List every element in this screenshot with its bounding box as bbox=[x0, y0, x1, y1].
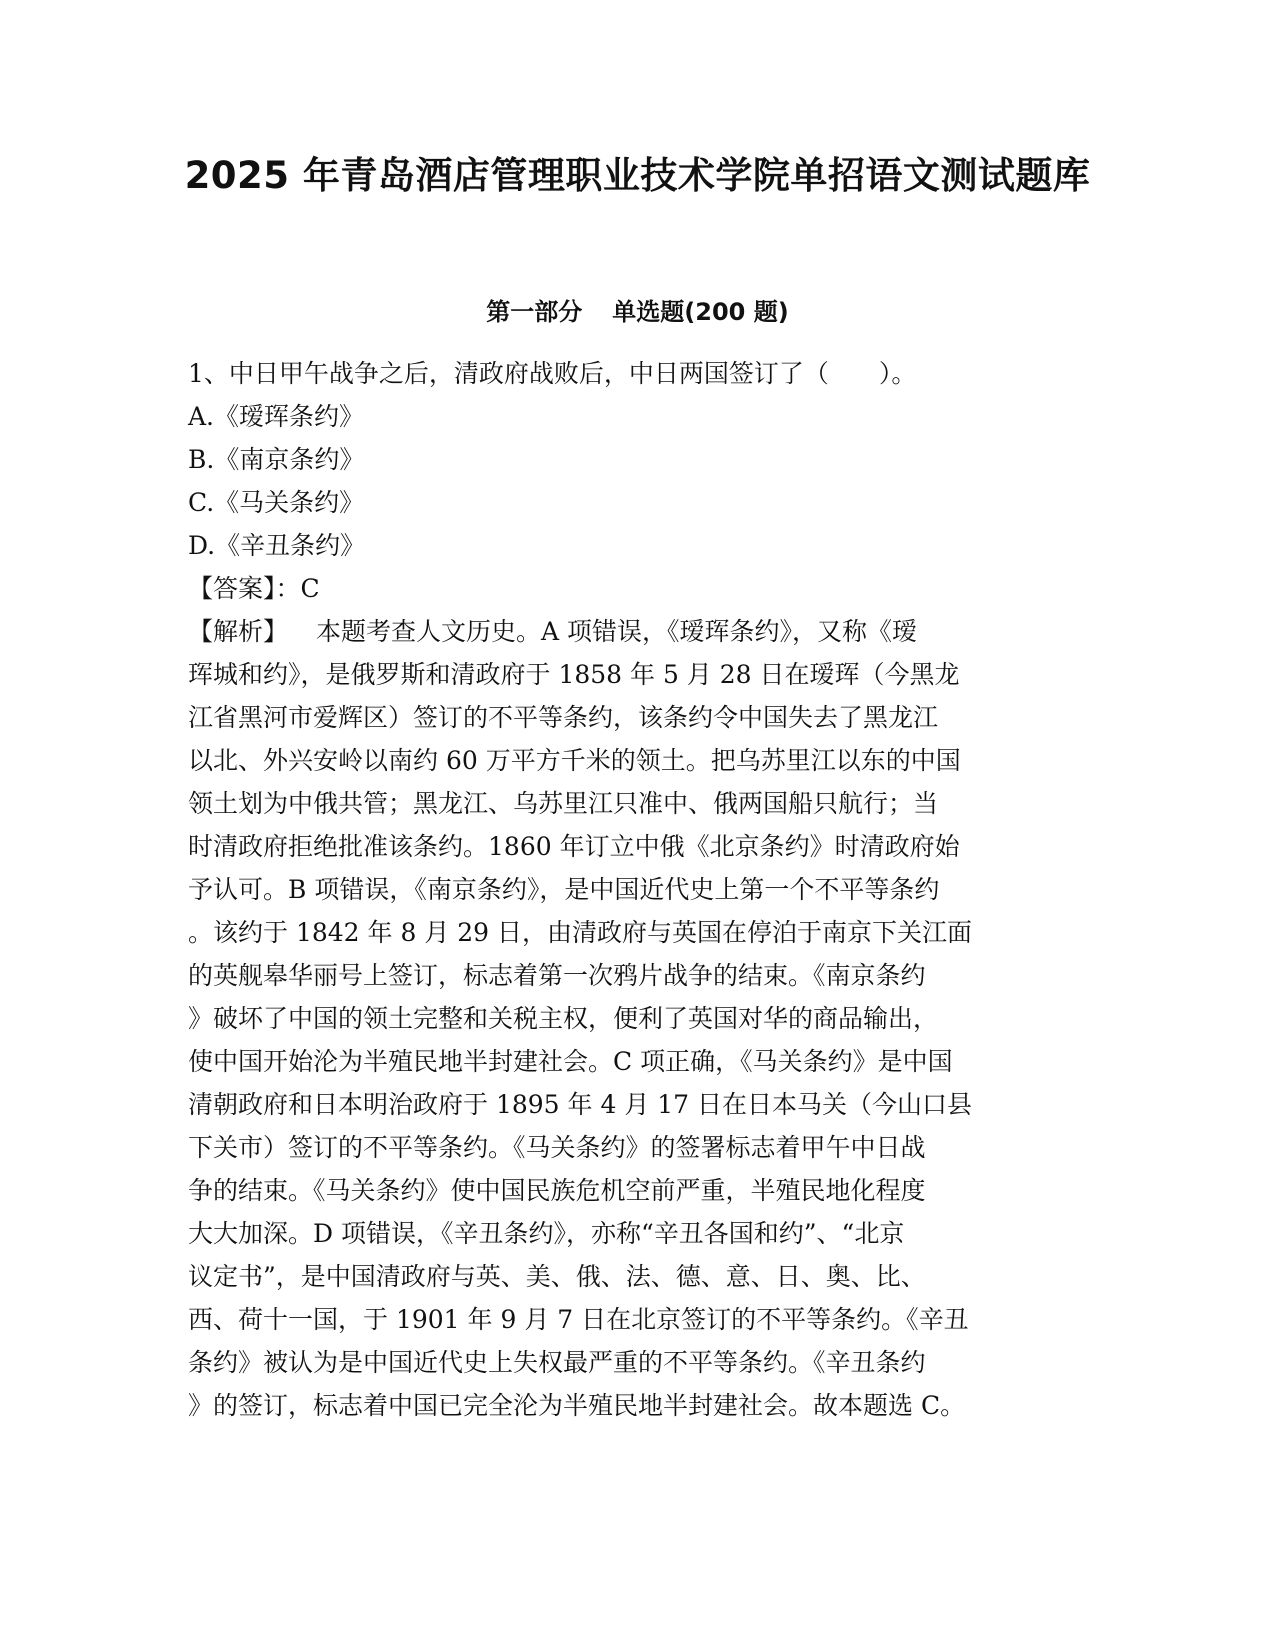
answer-value: ：C bbox=[275, 574, 320, 603]
section-part: 第一部分 bbox=[486, 298, 583, 326]
option-c: C.《马关条约》 bbox=[188, 488, 365, 517]
section-title bbox=[0, 292, 1275, 327]
analysis-line: 领土划为中俄共管；黑龙江、乌苏里江只准中、俄两国船只航行；当 bbox=[188, 789, 939, 818]
analysis-line: 时清政府拒绝批准该条约。1860 年订立中俄《北京条约》时清政府始 bbox=[188, 832, 960, 861]
analysis-line: 西、荷十一国，于 1901 年 9 月 7 日在北京签订的不平等条约。《辛丑 bbox=[188, 1305, 969, 1334]
option-d: D.《辛丑条约》 bbox=[188, 531, 366, 560]
document-title: 2025 年青岛酒店管理职业技术学院单招语文测试题库 bbox=[184, 154, 1091, 197]
analysis-line: 条约》被认为是中国近代史上失权最严重的不平等条约。《辛丑条约 bbox=[188, 1348, 926, 1377]
answer-line bbox=[188, 567, 1088, 610]
analysis-line: 。该约于 1842 年 8 月 29 日，由清政府与英国在停泊于南京下关江面 bbox=[188, 918, 973, 947]
analysis-label: 【解析】 bbox=[188, 617, 289, 646]
question-stem: 1、中日甲午战争之后，清政府战败后，中日两国签订了（ ）。 bbox=[188, 359, 917, 388]
analysis-line: 清朝政府和日本明治政府于 1895 年 4 月 17 日在日本马关（今山口县 bbox=[188, 1090, 973, 1119]
analysis-line: 以北、外兴安岭以南约 60 万平方千米的领土。把乌苏里江以东的中国 bbox=[188, 746, 961, 775]
analysis-line: 珲城和约》，是俄罗斯和清政府于 1858 年 5 月 28 日在瑷珲（今黑龙 bbox=[188, 660, 960, 689]
analysis-line: 争的结束。《马关条约》使中国民族危机空前严重，半殖民地化程度 bbox=[188, 1176, 926, 1205]
question-block bbox=[188, 352, 1088, 1427]
analysis-line bbox=[188, 610, 1088, 653]
option-a: A.《瑷珲条约》 bbox=[188, 402, 365, 431]
analysis-line: 大大加深。D 项错误，《辛丑条约》，亦称“辛丑各国和约”、“北京 bbox=[188, 1219, 905, 1248]
analysis-line: 》的签订，标志着中国已完全沦为半殖民地半封建社会。故本题选 C。 bbox=[188, 1391, 966, 1420]
section-name: 单选题(200 题) bbox=[612, 298, 789, 326]
option-b: B.《南京条约》 bbox=[188, 445, 365, 474]
analysis-line: 》破坏了中国的领土完整和关税主权，便利了英国对华的商品输出， bbox=[188, 1004, 939, 1033]
analysis-line: 江省黑河市爱辉区）签订的不平等条约，该条约令中国失去了黑龙江 bbox=[188, 703, 939, 732]
answer-label: 【答案】 bbox=[188, 574, 276, 603]
analysis-line: 使中国开始沦为半殖民地半封建社会。C 项正确，《马关条约》是中国 bbox=[188, 1047, 953, 1076]
analysis-line: 议定书”，是中国清政府与英、美、俄、法、德、意、日、奥、比、 bbox=[188, 1262, 926, 1291]
analysis-line: 下关市）签订的不平等条约。《马关条约》的签署标志着甲午中日战 bbox=[188, 1133, 926, 1162]
analysis-line: 的英舰皋华丽号上签订，标志着第一次鸦片战争的结束。《南京条约 bbox=[188, 961, 926, 990]
analysis-line: 予认可。B 项错误，《南京条约》，是中国近代史上第一个不平等条约 bbox=[188, 875, 940, 904]
analysis-text: 本题考查人文历史。A 项错误，《瑷珲条约》，又称《瑷 bbox=[316, 617, 918, 646]
